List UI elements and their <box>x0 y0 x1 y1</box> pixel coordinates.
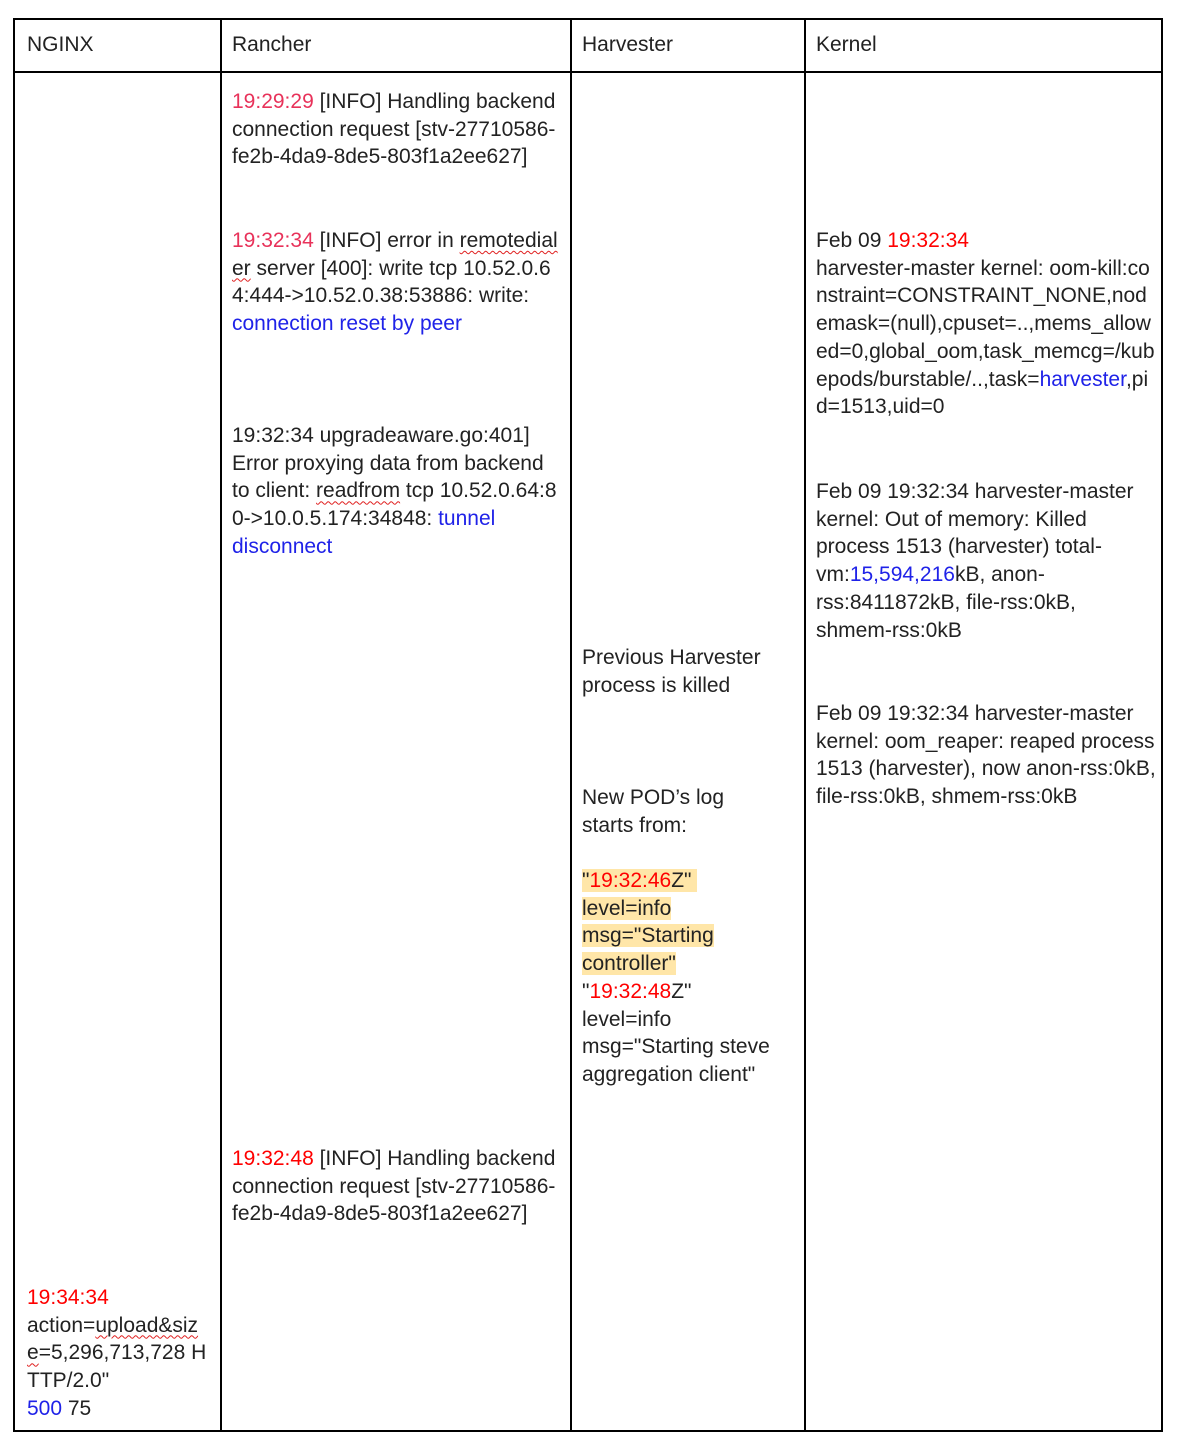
process-name: harvester <box>1039 367 1126 391</box>
log-text: [INFO] Handling backend connection request [stv-27710586-fe2b-4da9-8de5-803f1a2ee627] <box>232 90 556 169</box>
log-text: server [400]: write tcp 10.52.0.64:444->10.52.0.38:53886: write: <box>232 256 551 308</box>
log-text: tcp 10.52.0.64:80->10.0.5.174:34848: <box>232 479 557 531</box>
rancher-entry-2 <box>232 227 562 338</box>
timestamp: 19:34:34 <box>27 1286 109 1309</box>
timestamp: 19:29:29 <box>232 90 314 113</box>
pod-log-line-1-body: level=info msg="Starting controller" <box>582 896 714 976</box>
kernel-entry-1 <box>816 227 1156 421</box>
header-nginx: NGINX <box>27 33 94 56</box>
header-divider <box>15 71 1161 73</box>
timestamp-suffix: Z" <box>671 979 692 1003</box>
rancher-entry-3 <box>232 422 562 561</box>
log-text: =5,296,713,728 HTTP/2.0" <box>27 1341 207 1393</box>
error-highlight: tunnel disconnect <box>232 507 496 558</box>
pod-log-line-2 <box>582 978 794 1006</box>
rancher-entry-1 <box>232 88 562 171</box>
nginx-entry <box>27 1284 209 1423</box>
timestamp-suffix: Z" <box>671 869 692 892</box>
harvester-killed-note: Previous Harvester process is killed <box>582 646 761 697</box>
log-text: Feb 09 19:32:34 harvester-master kernel: Out of memory: Killed process 1513 (harvester) total-vm: <box>816 480 1134 587</box>
header-kernel: Kernel <box>816 33 877 56</box>
error-highlight: connection reset by peer <box>232 312 462 336</box>
log-text: 19:32:34 upgradeaware.go:401] Error proxying data from backend to client: <box>232 424 544 503</box>
timestamp: 19:32:48 <box>589 979 672 1003</box>
header-harvester: Harvester <box>582 33 674 56</box>
log-text: kB, anon-rss:8411872kB, file-rss:0kB, shmem-rss:0kB <box>816 563 1076 642</box>
log-timeline-table <box>13 18 1163 1432</box>
log-text: [INFO] error in <box>313 229 460 252</box>
log-text: action= <box>27 1313 96 1337</box>
log-text: ,pid=1513,uid=0 <box>816 367 1149 419</box>
column-divider <box>804 20 806 1430</box>
memory-value: 15,594,216 <box>849 563 955 587</box>
log-text: [INFO] Handling backend connection request [stv-27710586-fe2b-4da9-8de5-803f1a2ee627] <box>232 1147 556 1226</box>
log-text: 75 <box>62 1396 92 1420</box>
pod-log-line-1 <box>582 867 794 895</box>
date: Feb 09 <box>816 229 888 252</box>
kernel-entry-2 <box>816 478 1156 644</box>
timestamp: 19:32:48 <box>232 1147 314 1170</box>
kernel-entry-3: Feb 09 19:32:34 harvester-master kernel: oom_reaper: reaped process 1513 (harvester), now anon-rss:0kB, file-rss:0kB, shmem-rss:0kB <box>816 702 1156 809</box>
log-text: harvester-master kernel: oom-kill:constraint=CONSTRAINT_NONE,nodemask=(null),cpuset=..,mems_allowed=0,global_oom,task_memcg=/kubepods/burstable/..,task= <box>816 256 1155 391</box>
pod-log-line-2-body: level=info msg="Starting steve aggregation client" <box>582 1007 770 1086</box>
timestamp: 19:32:46 <box>589 869 672 892</box>
quote: " <box>582 869 590 892</box>
header-rancher: Rancher <box>232 33 312 56</box>
column-divider <box>220 20 222 1430</box>
status-code: 500 <box>27 1396 63 1420</box>
spellcheck-word: upload&size <box>27 1313 199 1365</box>
harvester-pod-log <box>582 867 794 1089</box>
timestamp: 19:32:34 <box>232 229 314 252</box>
timestamp: 19:32:34 <box>887 229 969 252</box>
quote: " <box>582 979 590 1003</box>
rancher-entry-4 <box>232 1145 562 1228</box>
spellcheck-word: remotedialer <box>232 229 558 280</box>
harvester-new-pod-note: New POD’s log starts from: <box>582 786 724 837</box>
column-divider <box>570 20 572 1430</box>
spellcheck-word: readfrom <box>316 479 401 503</box>
